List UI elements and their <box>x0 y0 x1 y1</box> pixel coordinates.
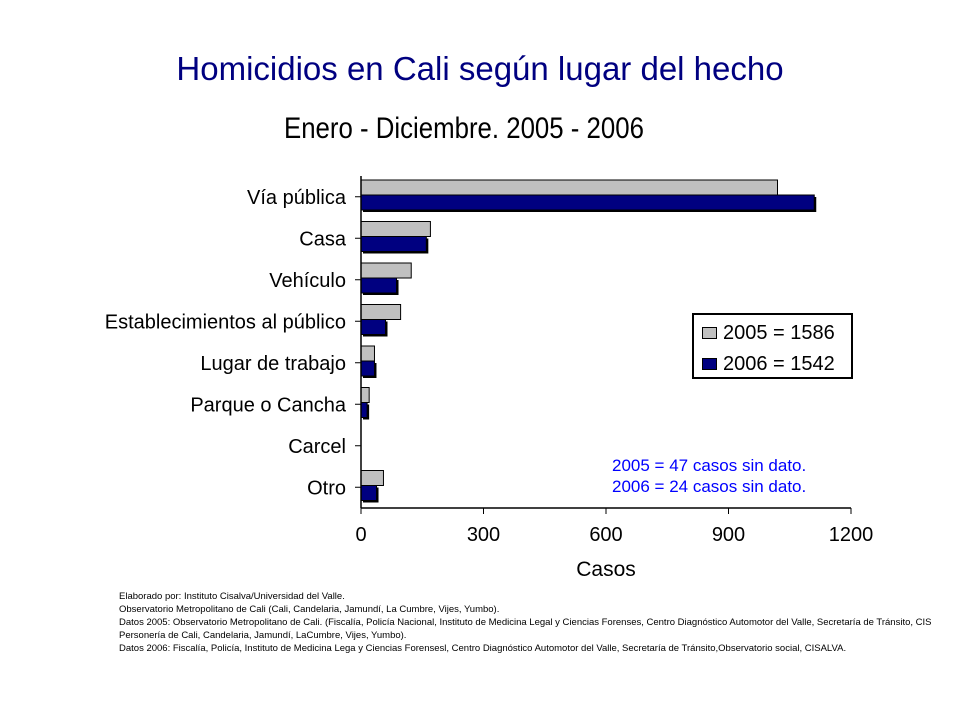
legend-swatch-2006 <box>702 358 717 370</box>
bar-2005-vehiculo <box>361 263 411 278</box>
bar-2005-casa <box>361 222 430 237</box>
legend <box>692 313 853 379</box>
x-tick-label-0: 0 <box>355 524 367 546</box>
y-tick-label-vehiculo: Vehículo <box>269 269 346 292</box>
y-tick-label-via-publica: Vía pública <box>247 186 346 209</box>
x-tick-label-300: 300 <box>466 524 501 546</box>
bar-2006-via-publica <box>361 195 814 210</box>
y-tick-label-carcel: Carcel <box>288 435 346 458</box>
y-tick-label-otro: Otro <box>307 477 346 500</box>
y-tick-label-establecimientos-al-publico: Establecimientos al público <box>104 311 346 334</box>
x-tick-label-900: 900 <box>711 524 746 546</box>
missing-data-note <box>612 455 806 497</box>
bar-2005-parque-o-cancha <box>361 388 369 403</box>
note-2006: 2006 = 24 casos sin dato. <box>612 477 807 496</box>
bar-2006-otro <box>361 486 377 501</box>
note-2005: 2005 = 47 casos sin dato. <box>612 456 807 475</box>
bar-2005-via-publica <box>361 180 778 195</box>
bar-2006-casa <box>361 237 426 252</box>
bar-2006-lugar-de-trabajo <box>361 361 374 376</box>
x-tick-label-1200: 1200 <box>828 524 874 546</box>
x-axis-label: Casos <box>576 558 636 581</box>
y-tick-label-lugar-de-trabajo: Lugar de trabajo <box>200 352 346 375</box>
y-tick-label-parque-o-cancha: Parque o Cancha <box>190 394 346 417</box>
bar-2006-parque-o-cancha <box>361 403 367 418</box>
bar-2006-vehiculo <box>361 278 397 293</box>
chart-subtitle: Enero - Diciembre. 2005 - 2006 <box>284 112 644 145</box>
bar-2005-lugar-de-trabajo <box>361 346 374 361</box>
bar-2005-establecimientos-al-publico <box>361 305 401 320</box>
legend-label-2005: 2005 = 1586 <box>723 321 835 344</box>
source-text: Elaborado por: Instituto Cisalva/Universidad del Valle. Observatorio Metropolitano de Cali (Cali, Candelaria, Jamundí, La Cumbre, Vijes, Yumbo). Datos 2005: Observatorio Metropolitano de Cali. (Fiscalía, Policía Nacional, Instituto de Medicina Legal y Ciencias Forenses, Centro Diagnóstico Automotor del Valle, Secretaría de Tránsito, CIS Personería de Cali, Candelaria, Jamundí, LaCumbre, Vijes, Yumbo). Datos 2006: Fiscalía, Policía, Instituto de Medicina Lega y Ciencias Forensesl, Centro Diagnóstico Automotor del Valle, Secretaría de Tránsito,Observatorio social, CISALVA. <box>119 591 932 654</box>
chart-title: Homicidios en Cali según lugar del hecho <box>176 50 784 87</box>
legend-item-2005 <box>702 322 835 344</box>
x-tick-label-600: 600 <box>589 524 623 546</box>
bar-2005-otro <box>361 471 383 486</box>
bar-2006-establecimientos-al-publico <box>361 320 386 335</box>
legend-item-2006 <box>702 353 835 375</box>
legend-swatch-2005 <box>702 327 717 339</box>
legend-label-2006: 2006 = 1542 <box>723 352 835 375</box>
y-tick-label-casa: Casa <box>299 228 346 251</box>
